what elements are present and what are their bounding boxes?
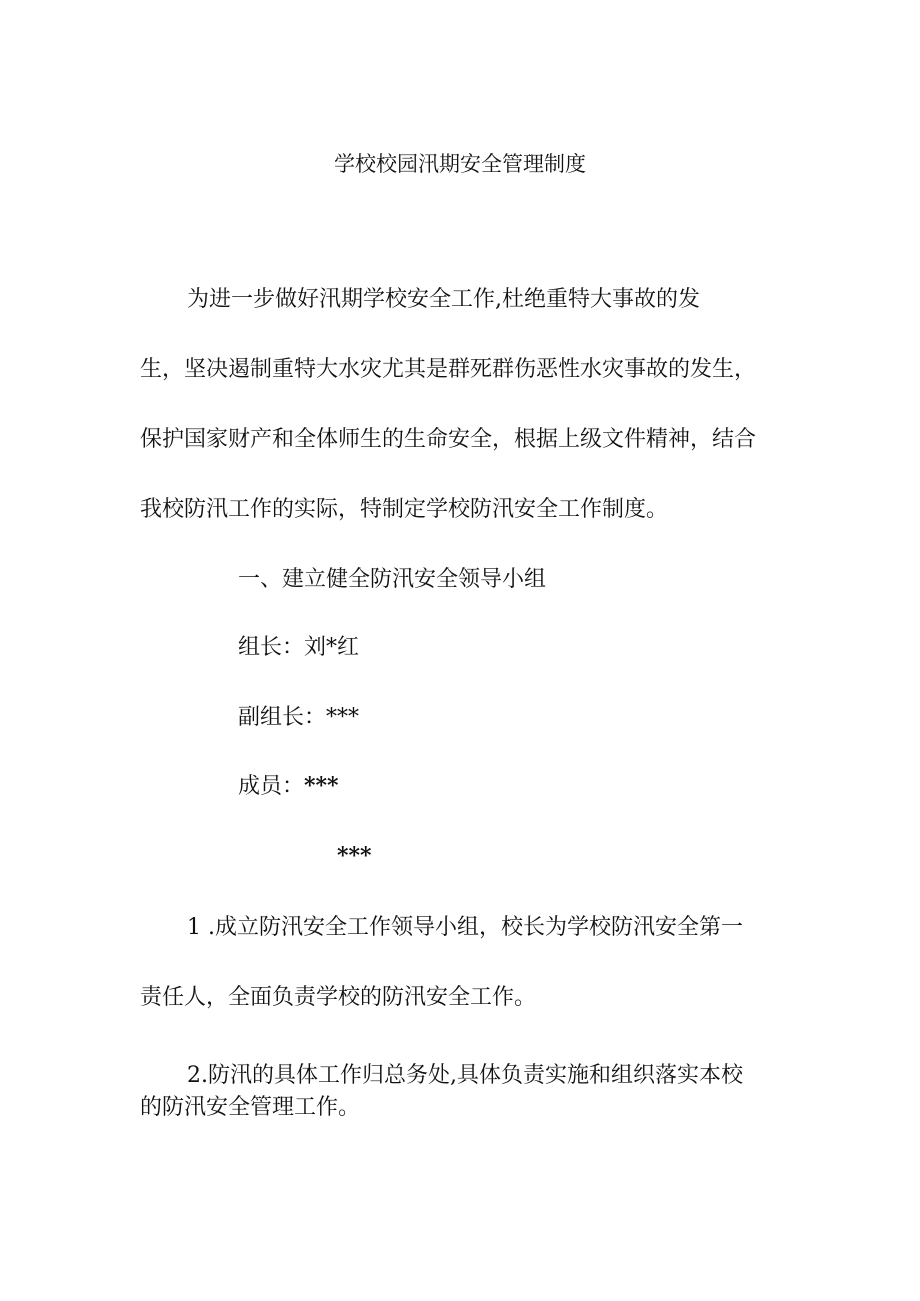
members-extra: *** [337, 843, 372, 869]
members-label: 成员： [238, 774, 305, 799]
deputy-name: *** [326, 705, 360, 730]
intro-line-3: 保护国家财产和全体师生的生命安全，根据上级文件精神，结合 [140, 427, 757, 452]
intro-line-2: 生，坚决遏制重特大水灾尤其是群死群伤恶性水灾事故的发生， [140, 357, 757, 382]
item2-line-1: 2.防汛的具体工作归总务处,具体负责实施和组织落实本校 [187, 1063, 743, 1088]
deputy-row [238, 704, 359, 732]
item2-line-2: 的防汛安全管理工作。 [140, 1095, 361, 1120]
item1-line-2: 责任人，全面负责学校的防汛安全工作。 [140, 985, 537, 1010]
members-name: *** [304, 773, 339, 799]
item1-line-1: 1 .成立防汛安全工作领导小组，校长为学校防汛安全第一 [187, 915, 743, 940]
leader-label: 组长： [238, 635, 305, 660]
leader-row [238, 634, 359, 662]
members-row [238, 772, 339, 801]
document-title: 学校校园汛期安全管理制度 [334, 152, 586, 176]
intro-line-4: 我校防汛工作的实际，特制定学校防汛安全工作制度。 [140, 497, 669, 522]
leader-name: 刘*红 [304, 635, 360, 660]
intro-line-1: 为进一步做好汛期学校安全工作,杜绝重特大事故的发 [187, 287, 700, 312]
deputy-label: 副组长： [238, 705, 327, 730]
section-heading: 一、建立健全防汛安全领导小组 [238, 567, 547, 592]
